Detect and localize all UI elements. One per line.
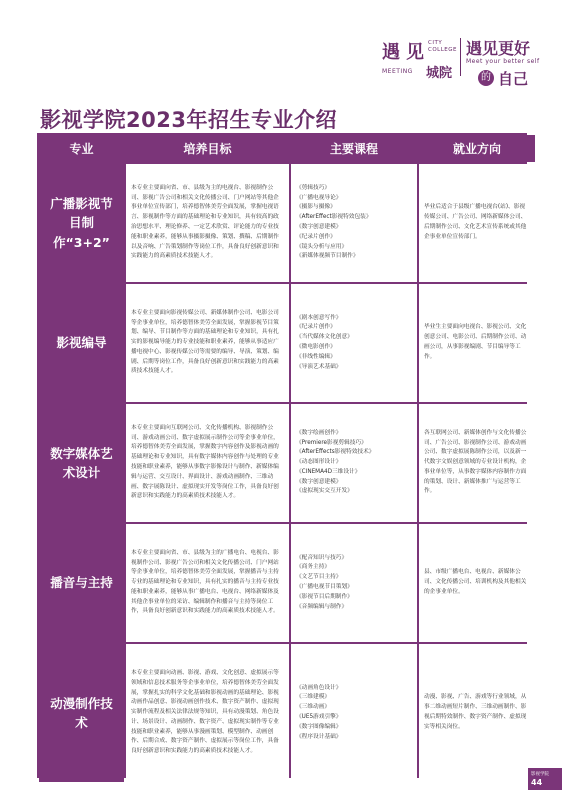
page-footer xyxy=(528,768,562,790)
goal-cell xyxy=(126,284,289,402)
goal-text: 本专业主要面向省、市、县级为主的电视台、影视制作公司、影视广告公司和相关文化传播公司、门户网站等其他企事业单位宣传部门，培养德智体美劳全面发展，掌握电视语言、影视制作等方面的基础理论和专业知识，具有较高的政治思想水平、理论修养、一定艺术欣赏、评论能力的专业技能和职业素养，能够从事摄影摄像、策划、撰稿、后期制作以及音响、广告策划制作等岗位工作，具备良好创新意识和实践能力的高素质技术技能人才。 xyxy=(131,184,279,260)
header-major: 专业 xyxy=(39,135,124,162)
courses-text: 《剧本创意写作》 《纪录片创作》 《当代媒体文化创意》 《微电影创作》 《非线性编辑》 《导演艺术基础》 xyxy=(296,314,353,370)
career-text: 动漫、影视、广告、游戏等行业领域，从事二维动画短片制作、三维动画制作、影视后期特效制作、数字资产制作、虚拟现实等相关岗位。 xyxy=(424,694,527,730)
career-cell xyxy=(419,644,535,782)
goal-cell xyxy=(126,404,289,522)
goal-cell xyxy=(126,164,289,282)
courses-text: 《动画角色设计》 《三维建模》 《三维动画》 《UE5游戏引擎》 《数字图像编辑》 《程序设计基础》 xyxy=(296,684,342,740)
goal-text: 本专业主要面向互联网公司、文化传播机构、影视制作公司、游戏动画公司、数字虚拟展示制作公司等企事业单位，培养德智体美劳全面发展，掌握数字内容创作及影视动画的基础理论和专业知识，具有数字媒体内容创作与处理的专业技能和职业素养，能够从事数字影像设计与制作、新媒体编辑与运营、交互设计、界面设计、游戏动画制作、三维动画、数字展陈设计、虚拟现实开发等岗位工作，具备良好创新意识和实践能力的高素质技术技能人才。 xyxy=(131,424,279,500)
logo-left-big: 遇见 xyxy=(382,42,430,63)
courses-cell xyxy=(291,284,417,402)
career-text: 毕业生主要面向电视台、影视公司、文化创意公司、电影公司、后期制作公司、动画公司，从事影视编剧、节目编导等工作。 xyxy=(424,324,527,360)
goal-text: 本专业主要面向动画、影视、游戏、文化创意、虚拟展示等领域和信息技术服务等企事业单位，培养德智体美劳全面发展，掌握扎实的科学文化基础和影视动画的基础理论、影视动画作品创意、影视动画创作技术、数字资产制作、虚拟现实制作流程及相关法律法规等知识，具有动漫策划、角色设计、场景设计、动画制作、数字资产、虚拟现实制作等专业技能和职业素养，能够从事漫画策划、模型制作、动画创作、后期合成、数字资产制作、虚拟展示等岗位工作，具备良好创新意识和实践能力的高素质技术技能人才。 xyxy=(131,669,279,755)
goal-cell xyxy=(126,644,289,782)
career-cell xyxy=(419,404,535,522)
majors-table xyxy=(37,133,527,778)
page-number: 44 xyxy=(531,778,543,787)
career-text: 毕业后适合于县级广播电视台(站)、影视传媒公司、广告公司、网络新媒体公司、后期制作公司、文化艺术宣传系统或其他企事业单位宣传部门。 xyxy=(424,204,527,240)
logo-seal: 的 xyxy=(478,70,494,86)
courses-cell xyxy=(291,164,417,282)
major-name: 动漫制作技术 xyxy=(39,644,124,782)
logo-left-city: 城院 xyxy=(426,66,453,81)
courses-cell xyxy=(291,524,417,642)
header-goal: 培养目标 xyxy=(126,135,289,162)
header-career: 就业方向 xyxy=(419,135,535,162)
major-name: 广播影视节目制作“3+2” xyxy=(39,164,124,282)
courses-cell xyxy=(291,644,417,782)
courses-text: 《剪辑技巧》 《广播电视导论》 《摄影与摄像》 《AfterEffect影视特效包装》 《数字创意建模》 《纪录片创作》 《镜头分析与应用》 《新媒体视频节目制作》 xyxy=(296,184,372,260)
logo-right-small-en: Meet your better self xyxy=(466,58,540,65)
goal-text: 本专业主要面向影视传媒公司、新媒体制作公司、电影公司等企事业单位，培养德智体美劳全面发展，掌握影视节目策划、编导、节目制作等方面的基础理论和专业知识，具有扎实的影视编导能力的专业技能和职业素养，能够从事适应广播电视中心、影视传媒公司等需要的编导、导演、策划、编剧、后期等岗位工作，具备良好创新意识和实践能力的高素质技术技能人才。 xyxy=(131,309,279,375)
career-cell xyxy=(419,164,535,282)
career-cell xyxy=(419,524,535,642)
footer-section: 影视学院 xyxy=(531,772,549,777)
courses-text: 《配音知识与技巧》 《商务主持》 《文艺节目主持》 《广播电视节目策划》 《影视节目后期制作》 《音频编辑与制作》 xyxy=(296,554,353,610)
major-name: 数字媒体艺术设计 xyxy=(39,404,124,522)
logo-right-big: 遇见更好 xyxy=(466,39,531,58)
logo-left-small-en: CITY COLLEGE xyxy=(428,40,458,54)
major-name: 影视编导 xyxy=(39,284,124,402)
career-text: 各互联网公司、新媒体创作与文化传播公司、广告公司、影视制作公司、游戏动画公司、数字虚拟展陈制作公司，以及新一代数字文娱创意领域的专业设计机构，企事业单位等，从事数字媒体内容制作方面的策划、设计、新媒体推广与运营等工作。 xyxy=(424,429,527,495)
logo-divider xyxy=(460,38,461,76)
goal-text: 本专业主要面向省、市、县级为主的广播电台、电视台、影视制作公司、影视广告公司和相关文化传播公司、门户网站等企事业单位，培养德智体美劳全面发展，掌握播音与主持专业的基础理论和专业知识，具有扎实的播音与主持专业技能和职业素养，能够从事广播电台、电视台、网络新媒体及其他企事业单位的采访、编辑制作和播音与主持等岗位工作，具备良好创新意识和实践能力的高素质技术技能人才。 xyxy=(131,549,279,615)
page-title: 影视学院2023年招生专业介绍 xyxy=(40,108,337,132)
career-text: 县、市级广播电台、电视台、新媒体公司、文化传播公司、培训机构及其他相关的企事业单位。 xyxy=(424,569,527,595)
logo-right-self: 自己 xyxy=(498,70,529,88)
college-logo xyxy=(382,26,562,88)
courses-cell xyxy=(291,404,417,522)
header-courses: 主要课程 xyxy=(291,135,417,162)
goal-cell xyxy=(126,524,289,642)
logo-left-meeting: MEETING xyxy=(382,68,413,75)
major-name: 播音与主持 xyxy=(39,524,124,642)
career-cell xyxy=(419,284,535,402)
courses-text: 《数字绘画创作》 《Premiere影视剪辑技巧》 《AfterEffects影视特效技术》 《动态图形设计》 《CINEMA4D三维设计》 《数字创意建模》 《虚拟现实交互开发》 xyxy=(296,429,375,495)
